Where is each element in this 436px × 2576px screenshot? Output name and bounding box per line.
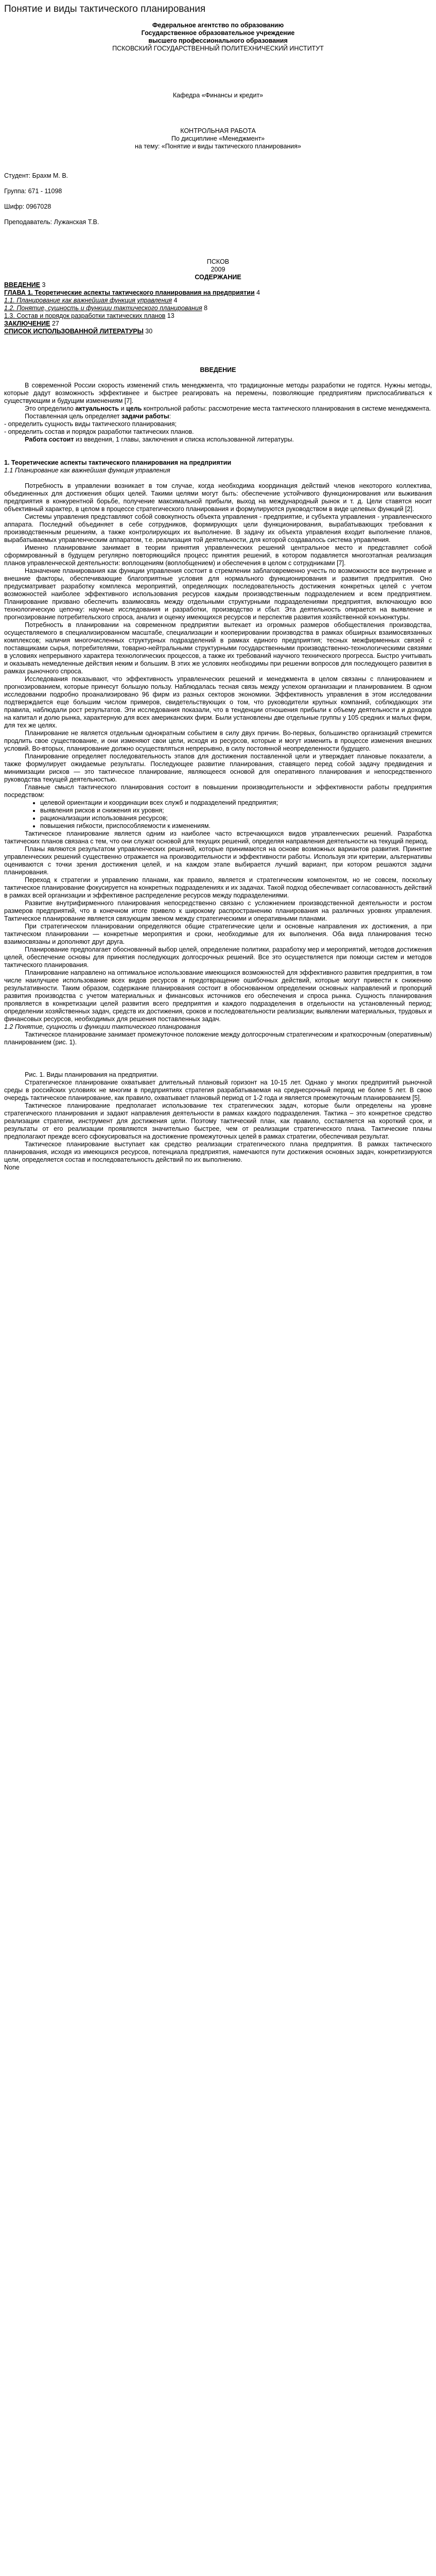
body-paragraph: Именно планирование занимает в теории принятия управленческих решений центральное место и представляет собой сформированный в будущем регулярно повторяющийся процесс принятия решений, в котором подавляется многоэтапная реализация планов управленческой деятельности: воплощениям (воплобщением) и обеспечения в целом с сотрудниками [7]. bbox=[4, 544, 432, 567]
body-paragraph: Планирование направлено на оптимальное использование имеющихся возможностей для эффективного развития предприятия, в том числе наилучшее использование всех видов ресурсов и предотвращение ошибочных действий, которые могут привести к снижению результативности. Таким образом, содержание планирования состоит в обоснованном определении основных направлений и пропорций развития производства с учетом материальных и финансовых источников его обеспечения и спроса рынка. Сущность планирования проявляется в конкретизации целей развития всего предприятия и каждого подразделения в отдельности на установленный период; определении хозяйственных задач, средств их достижения, сроков и последовательности реализации; выявлении материальных, трудовых и финансовых ресурсов, необходимых для решения поставленных задач. bbox=[4, 969, 432, 1023]
intro-paragraph: Поставленная цель определяет задачи работы: bbox=[25, 413, 171, 420]
chapter1-heading: 1. Теоретические аспекты тактического планирования на предприятии bbox=[4, 459, 232, 466]
intro-heading: ВВЕДЕНИЕ bbox=[200, 366, 236, 374]
body-paragraph: При стратегическом планировании определяются общие стратегические цели и основные направления их достижения, а при тактическом планировании — конкретные мероприятия и сроки, необходимые для их выполнения. Оба вида планирования тесно взаимосвязаны и дополняют друг друга. bbox=[4, 923, 432, 945]
org-line: Федеральное агентство по образованию bbox=[152, 22, 284, 29]
toc-item-intro[interactable]: ВВЕДЕНИЕ 3 bbox=[4, 281, 46, 289]
page-title: Понятие и виды тактического планирования bbox=[4, 4, 206, 14]
discipline: По дисциплине «Менеджмент» bbox=[171, 135, 265, 142]
body-paragraph: Главные смысл тактического планирования состоит в повышении производительности и эффективности работы предприятия посредством: bbox=[4, 784, 432, 799]
intro-section bbox=[4, 366, 432, 444]
city: ПСКОВ bbox=[206, 258, 230, 265]
list-item: • повышения гибкости, приспособляемости к изменениям. bbox=[40, 822, 432, 830]
title-page bbox=[4, 22, 432, 274]
toc-heading: СОДЕРЖАНИЕ bbox=[195, 274, 241, 281]
body-paragraph: Тактическое планирование является одним из наиболее часто встречающихся видов управленческих решений. Разработка тактических планов связана с тем, что они служат основой для текущих решений, определяя направления деятельности на текущий период. bbox=[4, 830, 432, 845]
toc bbox=[4, 281, 432, 335]
bullet-list bbox=[4, 799, 432, 830]
body-paragraph: Стратегическое планирование охватывает длительный плановый горизонт на 10-15 лет. Однако у многих предприятий рыночной среды в российских условиях не многим в предприятиях стратегия разрабатываемая на среднесрочный период не более 5 лет. В свою очередь тактическое планирование, как правило, охватывает плановый период от 1-2 года и является промежуточным планированием [5]. bbox=[4, 1079, 432, 1101]
student: Студент: Брахм М. В. bbox=[4, 172, 68, 179]
body-paragraph: Переход к стратегии и управлению планами, как правило, является и стратегическим компонентом, но не совсем, поскольку тактическое планирование фокусируется на конкретных подразделениях и их задачах. Такой подход обеспечивает согласованность действий в рамках всей организации и эффективное распределение ресурсов между подразделениями. bbox=[4, 876, 432, 899]
body-paragraph: Развитие внутрифирменного планирования непосредственно связано с усложнением производственной деятельности и ростом размеров предприятий, что в конечном итоге привело к широкому распространению планирования на различных уровнях управления. Тактическое планирование является связующим звеном между стратегическими и оперативными планами. bbox=[4, 900, 432, 922]
body-paragraph: Тактическое планирование занимает промежуточное положение между долгосрочным стратегическим и краткосрочным (оперативным) планированием (рис. 1). bbox=[4, 1031, 432, 1046]
figure-caption: Рис. 1. Виды планирования на предприятии. bbox=[25, 1071, 159, 1078]
section-1-1-heading: 1.1 Планирование как важнейшая функция управления bbox=[4, 467, 170, 474]
toc-item[interactable]: 1.3. Состав и порядок разработки тактических планов 13 bbox=[4, 312, 175, 319]
body-paragraph: Тактическое планирование выступает как средство реализации стратегического плана предприятия. В рамках тактического планирования, исходя из имеющихся ресурсов, потенциала предприятия, намечаются пути достижения основных задач, конкретизируются цели, определяется состав и последовательность действий по их выполнению. bbox=[4, 1141, 432, 1163]
body-paragraph: Планирование предполагает обоснованный выбор целей, определение политики, разработку мер и мероприятий, методов достижения целей, обеспечение основы для принятия последующих долгосрочных решений. Все это осуществляется при помощи систем и методов тактического планирования. bbox=[4, 946, 432, 969]
body-paragraph: Планирование не является отдельным однократным событием в силу двух причин. Во-первых, большинство организаций стремится продлить свое существование, и они изменяют свои цели, исходя из ресурсов, которые и могут изменить в процессе изменения внешних условий. Во-вторых, планирование должно осуществляться непрерывно, в силу постоянной неопределенности будущего. bbox=[4, 730, 432, 752]
org-line: высшего профессионального образования bbox=[148, 37, 288, 44]
body-paragraph: Планирование определяет последовательность этапов для достижения поставленной цели и утверждает плановые показатели, а также формулирует ожидаемые результаты. Последующее развитие планирования, ставящего перед собой задачу предвидения и минимизации рисков — это тактическое планирование, являющееся основой для оперативного планирования и непосредственного руководства текущей деятельностью. bbox=[4, 753, 432, 783]
org-line: ПСКОВСКИЙ ГОСУДАРСТВЕННЫЙ ПОЛИТЕХНИЧЕСКИЙ ИНСТИТУТ bbox=[112, 45, 324, 52]
topic: на тему: «Понятие и виды тактического планирования» bbox=[134, 143, 302, 150]
intro-paragraph: Это определило актуальность и цель контрольной работы: рассмотрение места тактического планирования в системе менеджмента. bbox=[25, 405, 431, 412]
body-paragraph: Тактическое планирование предполагает использование тех стратегических задач, которые были определены на уровне стратегического планирования и задают направления деятельности в рамках каждого подразделения. Тактика – это конкретное средство реализации стратегии, инструмент для достижения цели. Поэтому тактический план, как правило, составляется на короткий срок, и результаты от его реализации проявляются значительно быстрее, чем от реализации стратегического плана. Тактические планы предполагают прежде всего сфокусироваться на достижение промежуточных целей в рамках стратегии, обеспечивая результат. bbox=[4, 1102, 432, 1140]
org-line: Государственное образовательное учреждение bbox=[141, 29, 295, 37]
toc-item-chapter1[interactable]: ГЛАВА 1. Теоретические аспекты тактического планирования на предприятии 4 bbox=[4, 289, 260, 296]
toc-item[interactable]: 1.2. Понятие, сущность и функции тактического планирования 8 bbox=[4, 304, 208, 312]
intro-paragraph: Работа состоит из введения, 1 главы, заключения и списка использованной литературы. bbox=[25, 436, 294, 443]
work-type: КОНТРОЛЬНАЯ РАБОТА bbox=[180, 127, 256, 134]
body-paragraph: Планы являются результатом управленческих решений, которые принимаются на основе возможных вариантов развития. Принятие управленческих решений существенно отражается на производительности и эффективности работы. Используя эти критерии, альтернативы оцениваются с точки зрения достижения целей, и на каждом этапе выбирается лучший вариант, при котором решаются задачи планирования. bbox=[4, 845, 432, 876]
body-paragraph: Потребность в планировании на современном предприятии вытекает из огромных размеров обобществления производства, осуществляемого в специализированном масштабе, специализации и кооперировании производства в рамках обширных взаимосвязанных комплексов; наличия многочисленных структурных подразделений в рамках единого предприятия; тесных межфирменных связей с поставщиками сырья, потребителями, товарно-нейтральными структурными государственными производственно-технологическими связями в условиях непрерывного характера технологических процессов, а также их требований научного технического прогресса. Быстро учитывать и оказывать немедленные действия неким и большим. В этих же условиях необходимы при решении вопросов для последующего развития в рамках рыночного спроса. bbox=[4, 621, 432, 675]
group: Группа: 671 - 11098 bbox=[4, 188, 62, 195]
body-paragraph: Исследования показывают, что эффективность управленческих решений и менеджмента в целом связаны с планированием и прогнозированием, которые принесут большую пользу. Наблюдалась тесная связь между успехом организации и планированием. В одном исследовании подробно проанализировано 96 фирм из разных секторов экономики. Эффективность управления в этом исследовании подтверждается еще большим числом примеров, свидетельствующих о том, что руководители крупных компаний, соблюдающих эти правила, наблюдали рост результатов. Эти исследования показали, что в тенденции отношения прибыли к объему деятельности и доходов на капитал и долю рынка, характерную для всех американских фирм. Были установлены две отдельные группы у 105 средних и малых фирм, для тех же целях. bbox=[4, 675, 432, 729]
trailing-text: None bbox=[4, 1164, 20, 1171]
body-paragraph: Назначение планирования как функции управления состоит в стремлении заблаговременно учесть по возможности все внутренние и внешние факторы, обеспечивающие благоприятные условия для нормального функционирования и развития предприятия. Оно предусматривает разработку комплекса мероприятий, определяющих последовательность достижения конкретных целей с учетом возможностей наиболее эффективного использования ресурсов каждым производственным подразделением и всем предприятием. Планирование призвано обеспечить взаимосвязь между отдельными структурными подразделениями предприятия, включающую всю технологическую цепочку: научные исследования и разработки, производство и сбыт. Эта деятельность опирается на выявление и прогнозирование потребительского спроса, анализ и оценку имеющихся ресурсов и перспектив развития хозяйственной конъюнктуры. bbox=[4, 567, 432, 621]
list-item: • целевой ориентации и координации всех служб и подразделений предприятия; bbox=[40, 799, 432, 807]
body-paragraph: Системы управления представляют собой совокупность объекта управления - предприятие, и субъекта управления - управленческого аппарата. Последний объединяет в себе сотрудников, формирующих цели функционирования, вырабатывающих требования к производственным решениям, а также контролирующих их выполнение. В задачу их объекта управления входит выполнение планов, вырабатываемых управленческим аппаратом, т.е. реализация той деятельности, для которой создавалось система управления. bbox=[4, 513, 432, 544]
code: Шифр: 0967028 bbox=[4, 203, 51, 210]
section-1-2-heading: 1.2 Понятие, сущность и функции тактического планирования bbox=[4, 1023, 201, 1030]
body-paragraph: Потребность в управлении возникает в том случае, когда необходима координация действий членов некоторого коллектива, объединенных для достижения общих целей. Такими целями могут быть: обеспечение устойчивого функционирования или выживания предприятия в конкурентной борьбе, получение максимальной прибыли, выход на международный рынок и т. д. Цели ставятся носит объективный характер, в целом в процессе стратегического планирования и формулируются руководством в виде целевых функций [2]. bbox=[4, 482, 432, 513]
year: 2009 bbox=[211, 266, 225, 273]
department: Кафедра «Финансы и кредит» bbox=[172, 92, 264, 99]
toc-item[interactable]: 1.1. Планирование как важнейшая функция управления 4 bbox=[4, 297, 178, 304]
list-item: • выявления рисков и снижения их уровня; bbox=[40, 807, 432, 815]
task-item: - определить сущность виды тактического планирования; bbox=[4, 420, 177, 428]
teacher: Преподаватель: Лужанская Т.В. bbox=[4, 218, 99, 226]
toc-item-conclusion[interactable]: ЗАКЛЮЧЕНИЕ 27 bbox=[4, 320, 59, 327]
task-item: - определить состав и порядок разработки тактических планов. bbox=[4, 428, 194, 435]
toc-item-bibliography[interactable]: СПИСОК ИСПОЛЬЗОВАННОЙ ЛИТЕРАТУРЫ 30 bbox=[4, 328, 153, 335]
intro-paragraph: В современной России скорость изменений стиль менеджмента, что традиционные методы разработки не годятся. Нужны методы, которые дадут возможность эффективнее и быстрее реагировать на перемены, позволяющие предприятиям приспосабливаться к существующим и будущим изменениям [7]. bbox=[4, 382, 432, 404]
chapter1-section bbox=[4, 459, 432, 1172]
list-item: • рационализации использования ресурсов; bbox=[40, 815, 432, 822]
